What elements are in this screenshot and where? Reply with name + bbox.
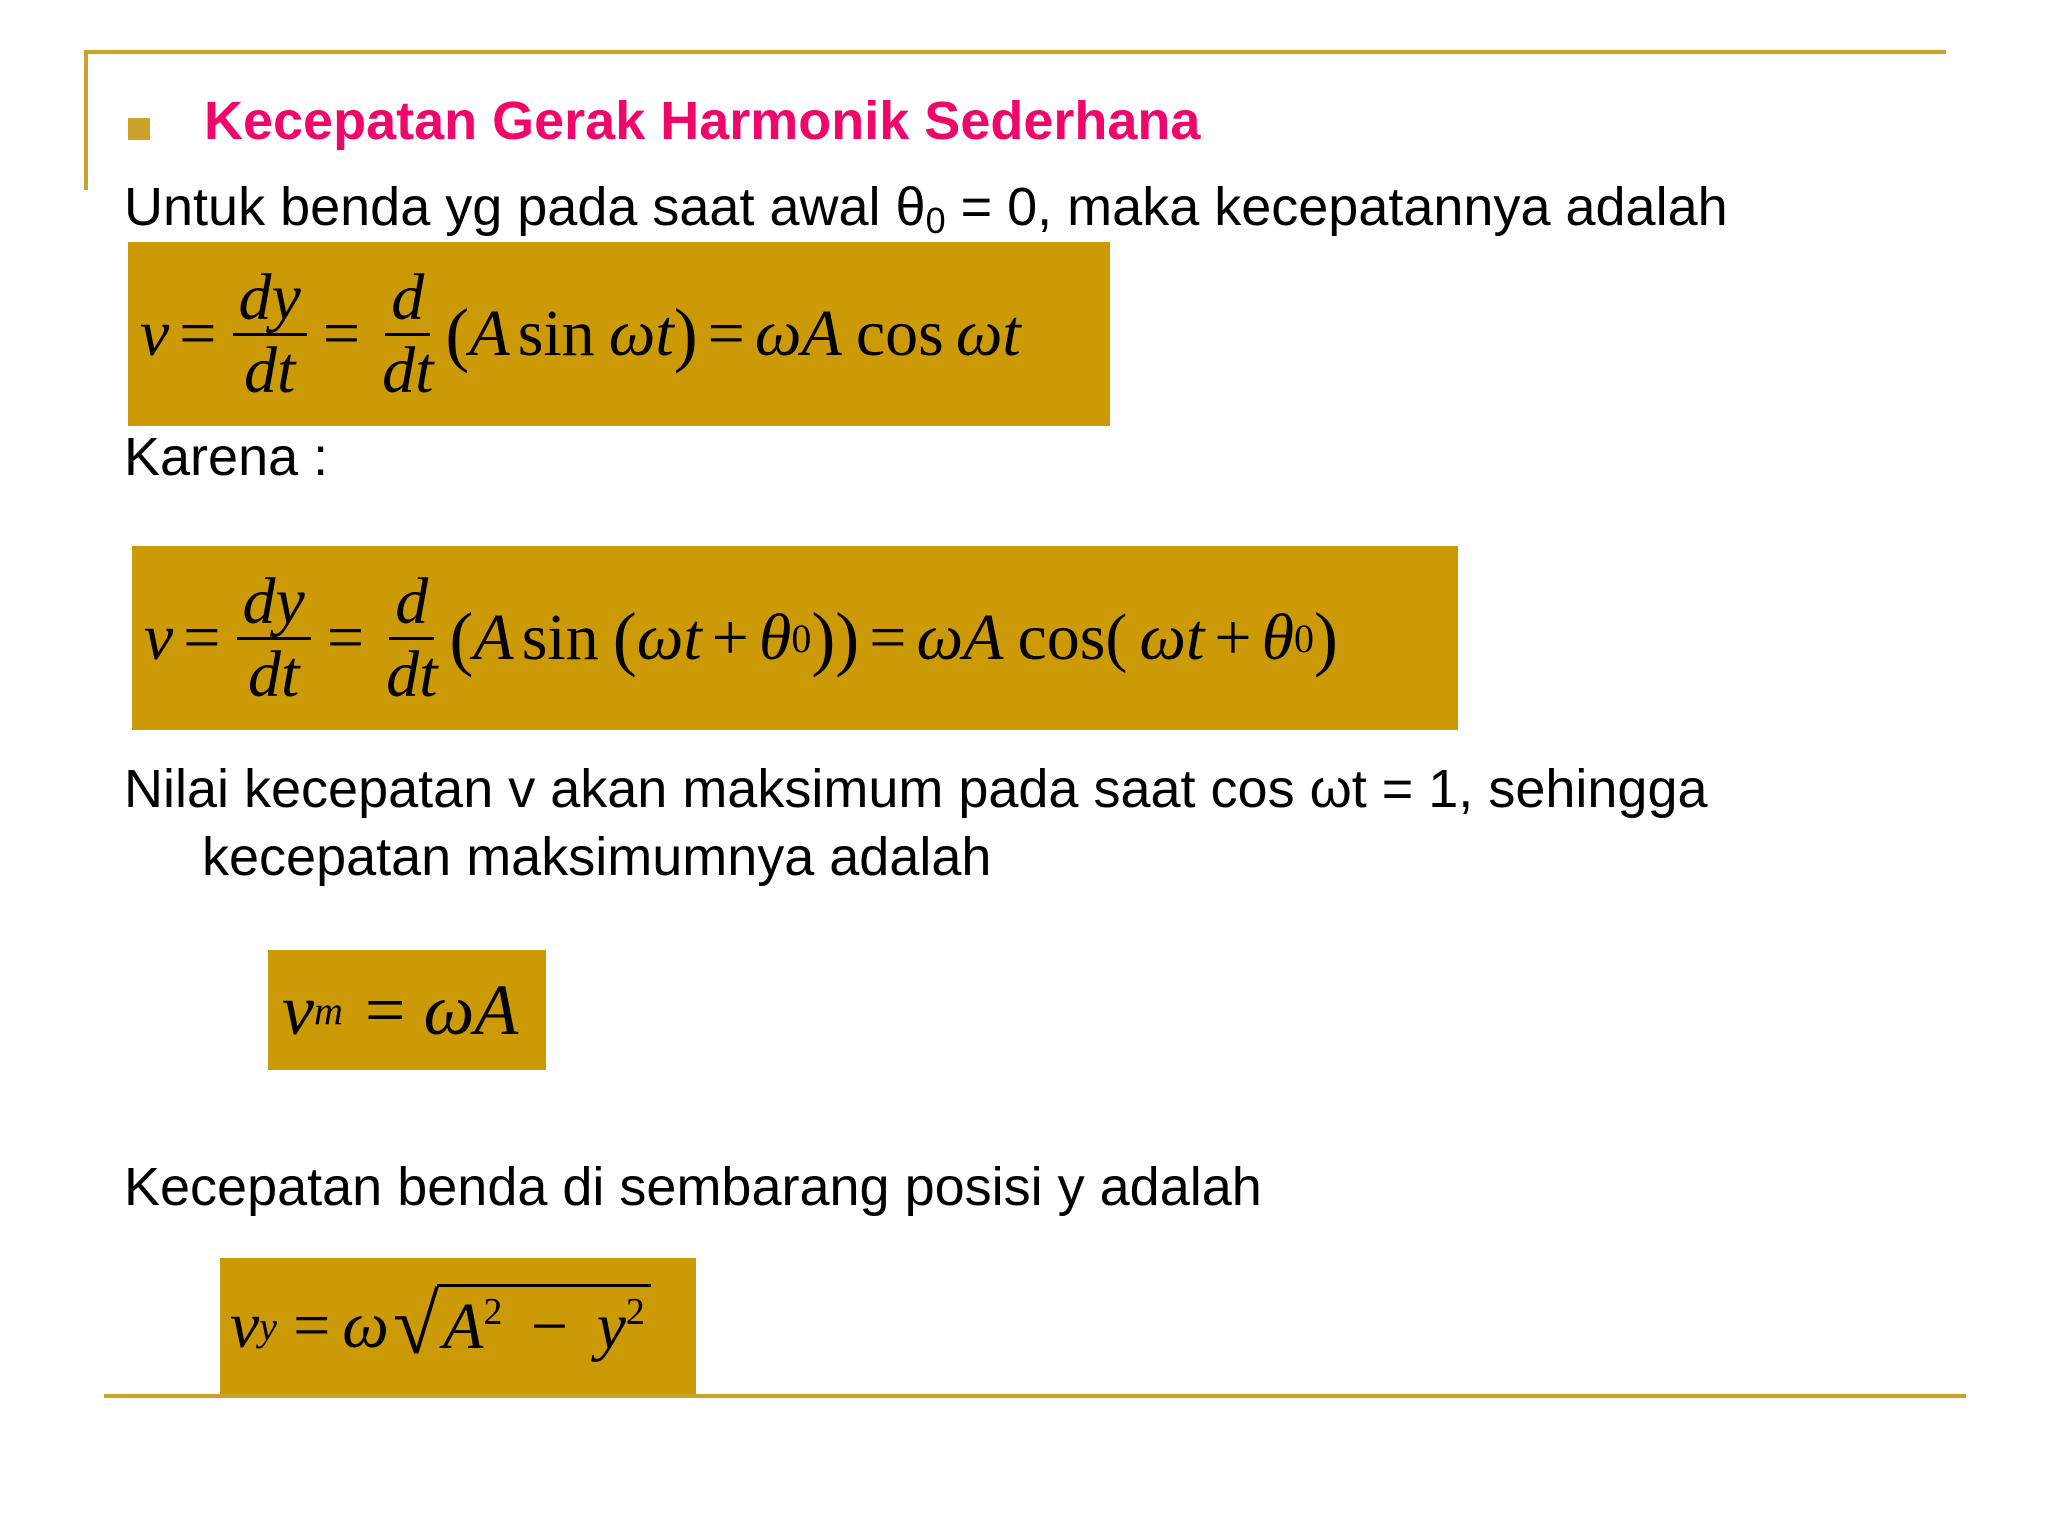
f1-paren-close: ): [673, 293, 698, 374]
f3-v: v: [282, 969, 314, 1050]
f2-d-dt-fraction: [380, 567, 443, 709]
f2-dy: dy: [237, 567, 311, 639]
f1-equals-2: =: [322, 297, 361, 370]
f1-equals-1: =: [179, 297, 217, 370]
slide-title: Kecepatan Gerak Harmonik Sederhana: [204, 91, 1201, 151]
intro-text-before: Untuk benda yg pada saat awal θ: [124, 177, 926, 237]
f1-omega-A: ωA: [754, 297, 842, 370]
f1-d-dt-fraction: [376, 263, 439, 405]
f4-omega: ω: [342, 1289, 389, 1362]
velocity-formula-basic: [128, 242, 1110, 426]
f2-paren-close-2: ): [1314, 597, 1338, 678]
f2-A: A: [473, 601, 514, 674]
f4-v: v: [230, 1289, 260, 1362]
f1-wt: ωt: [608, 297, 674, 370]
f2-inner-paren-open: (: [612, 597, 637, 678]
f4-minus: −: [530, 1290, 569, 1363]
square-root-icon: [392, 1279, 651, 1372]
f2-theta-subscript: 0: [791, 615, 812, 661]
f2-plus: +: [711, 601, 749, 674]
f2-equals-2: =: [326, 601, 365, 674]
f1-dy: dy: [233, 263, 307, 335]
f1-d: d: [385, 263, 430, 335]
intro-text: [124, 176, 1728, 242]
f1-cos: cos: [855, 297, 944, 370]
f2-paren-open: (: [449, 597, 474, 678]
f2-wt: ωt: [636, 601, 702, 674]
f2-theta-2: θ: [1261, 601, 1294, 674]
f2-cos: cos(: [1017, 601, 1128, 674]
intro-theta-subscript: 0: [925, 200, 946, 241]
f1-paren-open: (: [445, 293, 470, 374]
max-velocity-formula: [268, 950, 546, 1070]
f4-radicand: [437, 1284, 651, 1368]
top-rule: [84, 50, 1946, 54]
f1-wt-2: ωt: [955, 297, 1021, 370]
f3-subscript-m: m: [313, 987, 343, 1033]
f2-omega-A: ωA: [916, 601, 1004, 674]
f1-dy-dt-fraction: [233, 263, 307, 405]
f1-A: A: [469, 297, 510, 370]
f4-A-exponent: 2: [483, 1291, 503, 1333]
f4-subscript-y: y: [259, 1303, 278, 1349]
f4-radical: √: [392, 1279, 440, 1372]
f1-dt-2: dt: [382, 333, 434, 407]
f1-equals-3: =: [707, 297, 745, 370]
f2-dy-dt-fraction: [237, 567, 311, 709]
left-rule: [84, 50, 88, 190]
velocity-formula-phase: [132, 546, 1458, 730]
f1-v: v: [140, 297, 170, 370]
f2-d: d: [389, 567, 434, 639]
square-bullet-icon: [128, 118, 150, 140]
f3-equals: =: [364, 969, 406, 1050]
f2-dt: dt: [248, 637, 300, 711]
f2-sin: sin: [521, 601, 599, 674]
f1-dt: dt: [244, 333, 296, 407]
f4-y: y: [596, 1290, 626, 1363]
f2-dt-2: dt: [386, 637, 438, 711]
f2-v: v: [144, 601, 174, 674]
f2-theta-subscript-2: 0: [1294, 615, 1314, 661]
f1-sin: sin: [517, 297, 595, 370]
f2-theta: θ: [758, 601, 792, 674]
f3-rhs: ωA: [423, 969, 519, 1050]
f2-equals-3: =: [869, 601, 907, 674]
intro-text-after: = 0, maka kecepatannya adalah: [945, 177, 1728, 237]
f4-A: A: [443, 1290, 484, 1363]
karena-text: Karena :: [124, 427, 329, 487]
f4-y-exponent: 2: [625, 1291, 645, 1333]
f2-paren-close: )): [811, 597, 860, 678]
f2-equals-1: =: [183, 601, 221, 674]
f2-wt-2: ωt: [1139, 601, 1205, 674]
nilai-text-line2: kecepatan maksimumnya adalah: [202, 827, 992, 887]
nilai-text-line1: Nilai kecepatan v akan maksimum pada saat cos ωt = 1, sehingga: [124, 759, 1708, 819]
velocity-at-position-formula: [220, 1258, 696, 1394]
f4-equals: =: [293, 1289, 331, 1362]
f2-plus-2: +: [1214, 601, 1252, 674]
posisi-text: Kecepatan benda di sembarang posisi y adalah: [124, 1157, 1262, 1217]
bottom-rule: [104, 1394, 1966, 1398]
